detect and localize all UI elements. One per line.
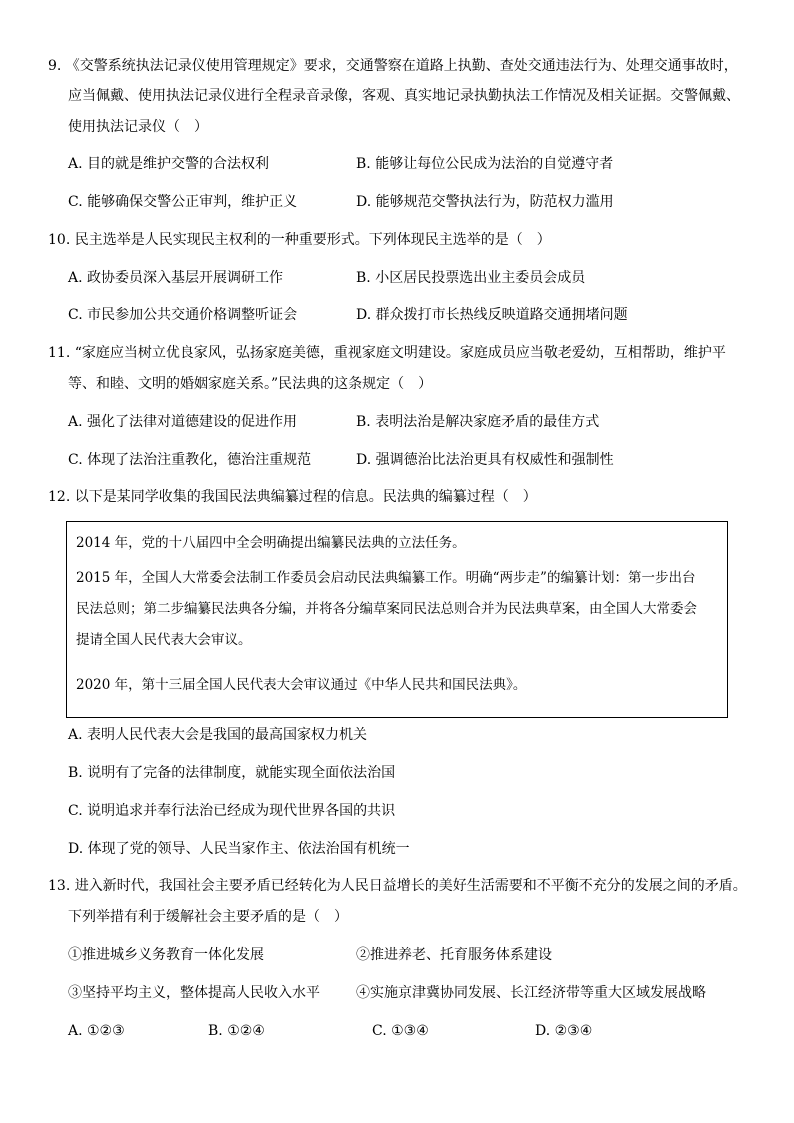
q12-option-d: D. 体现了党的领导、人民当家作主、依法治国有机统一 bbox=[68, 841, 410, 857]
q13-stem-line-1: 13. 进入新时代，我国社会主要矛盾已经转化为人民日益增长的美好生活需要和不平衡不充分的发展之间的矛盾。 bbox=[48, 878, 747, 894]
q13-item-3: ③坚持平均主义，整体提高人民收入水平 bbox=[68, 985, 320, 1001]
q10-option-d: D. 群众拨打市长热线反映道路交通拥堵问题 bbox=[356, 307, 628, 323]
q9-stem-line-1: 9. 《交警系统执法记录仪使用管理规定》要求，交通警察在道路上执勤、查处交通违法行为、处理交通事故时， bbox=[48, 58, 738, 74]
q13-option-a: A. ①②③ bbox=[68, 1023, 125, 1039]
q12-option-b: B. 说明有了完备的法律制度，就能实现全面依法治国 bbox=[68, 765, 396, 781]
q12-material-line-4: 提请全国人民代表大会审议。 bbox=[76, 632, 252, 648]
q13-stem-line-2: 下列举措有利于缓解社会主要矛盾的是（ ） bbox=[68, 909, 348, 925]
q9-option-c: C. 能够确保交警公正审判，维护正义 bbox=[68, 194, 298, 210]
q10-option-c: C. 市民参加公共交通价格调整听证会 bbox=[68, 307, 298, 323]
q9-option-d: D. 能够规范交警执法行为，防范权力滥用 bbox=[356, 194, 614, 210]
q10-stem-line-1: 10. 民主选举是人民实现民主权利的一种重要形式。下列体现民主选举的是（ ） bbox=[48, 232, 551, 248]
q13-option-c: C. ①③④ bbox=[372, 1023, 429, 1039]
q13-option-d: D. ②③④ bbox=[535, 1023, 593, 1039]
q11-option-d: D. 强调德治比法治更具有权威性和强制性 bbox=[356, 452, 614, 468]
q13-item-1: ①推进城乡义务教育一体化发展 bbox=[68, 947, 264, 963]
q13-option-b: B. ①②④ bbox=[208, 1023, 265, 1039]
q11-option-c: C. 体现了法治注重教化，德治注重规范 bbox=[68, 452, 312, 468]
q13-item-2: ②推进养老、托育服务体系建设 bbox=[356, 947, 552, 963]
q9-option-a: A. 目的就是维护交警的合法权利 bbox=[68, 156, 270, 172]
q13-item-4: ④实施京津冀协同发展、长江经济带等重大区域发展战略 bbox=[356, 985, 706, 1001]
q12-option-c: C. 说明追求并奉行法治已经成为现代世界各国的共识 bbox=[68, 803, 396, 819]
q12-material-line-5: 2020 年，第十三届全国人民代表大会审议通过《中华人民共和国民法典》。 bbox=[76, 677, 527, 693]
q11-option-b: B. 表明法治是解决家庭矛盾的最佳方式 bbox=[356, 414, 600, 430]
q10-option-b: B. 小区居民投票选出业主委员会成员 bbox=[356, 270, 586, 286]
q12-option-a: A. 表明人民代表大会是我国的最高国家权力机关 bbox=[68, 727, 368, 743]
q11-stem-line-1: 11. “家庭应当树立优良家风，弘扬家庭美德，重视家庭文明建设。家庭成员应当敬老爱幼，互相帮助，维护平 bbox=[48, 345, 726, 361]
q9-option-b: B. 能够让每位公民成为法治的自觉遵守者 bbox=[356, 156, 614, 172]
q12-stem-line-1: 12. 以下是某同学收集的我国民法典编纂过程的信息。民法典的编纂过程（ ） bbox=[48, 489, 537, 505]
q11-option-a: A. 强化了法律对道德建设的促进作用 bbox=[68, 414, 298, 430]
q10-option-a: A. 政协委员深入基层开展调研工作 bbox=[68, 270, 284, 286]
q9-stem-line-2: 应当佩戴、使用执法记录仪进行全程录音录像，客观、真实地记录执勤执法工作情况及相关证据。交警佩戴、 bbox=[68, 88, 740, 104]
q12-material-line-1: 2014 年，党的十八届四中全会明确提出编纂民法典的立法任务。 bbox=[76, 535, 466, 551]
q12-material-line-2: 2015 年，全国人大常委会法制工作委员会启动民法典编纂工作。明确“两步走”的编纂计划：第一步出台 bbox=[76, 570, 696, 586]
q12-material-line-3: 民法总则；第二步编纂民法典各分编，并将各分编草案同民法总则合并为民法典草案，由全国人大常委会 bbox=[76, 601, 697, 617]
q9-stem-line-3: 使用执法记录仪（ ） bbox=[68, 119, 208, 135]
q11-stem-line-2: 等、和睦、文明的婚姻家庭关系。”民法典的这条规定（ ） bbox=[68, 376, 433, 392]
